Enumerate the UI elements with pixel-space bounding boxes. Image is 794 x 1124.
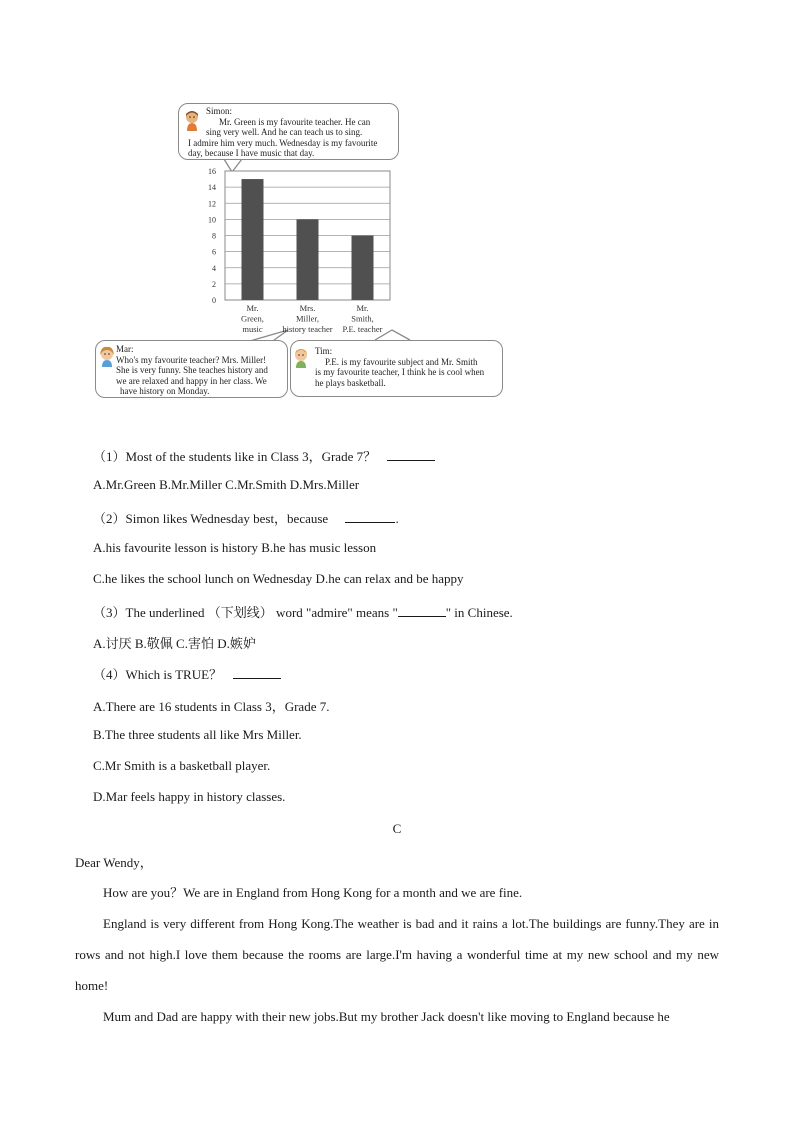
simon-line-3: I admire him very much. Wednesday is my favourite [188, 137, 378, 148]
mar-line-4: have history on Monday. [120, 386, 210, 397]
letter-paragraph-3-text: Mum and Dad are happy with their new jobs.But my brother Jack doesn't like moving to England because he [103, 1009, 670, 1024]
tim-avatar-icon [293, 347, 309, 369]
x-tick-label: Smith, [351, 313, 374, 324]
tim-bubble [290, 340, 503, 397]
letter-salutation: Dear Wendy， [75, 855, 153, 870]
simon-line-1: Mr. Green is my favourite teacher. He can [219, 116, 371, 127]
question-1 [93, 446, 435, 465]
simon-line-4: day, because I have music that day. [188, 148, 315, 159]
mar-bubble [95, 340, 288, 398]
question-1-text: （1）Most of the students like in Class 3，Grade 7？ [93, 449, 377, 464]
tim-name: Tim: [315, 346, 333, 356]
x-tick-label: history teacher [282, 324, 333, 334]
y-tick-label: 0 [212, 296, 216, 305]
question-3-options: A.讨厌 B.敬佩 C.害怕 D.嫉妒 [93, 636, 256, 651]
x-tick-label: Mr. [356, 303, 369, 313]
question-4-option-b: B.The three students all like Mrs Miller. [93, 727, 302, 742]
question-4 [93, 664, 281, 683]
x-tick-label: Green, [241, 313, 264, 324]
mar-avatar-icon [99, 346, 115, 368]
y-tick-label: 14 [208, 183, 216, 193]
letter-paragraph-1 [75, 877, 719, 908]
mar-name: Mar: [116, 344, 134, 354]
y-tick-label: 4 [212, 263, 216, 273]
simon-name: Simon: [206, 106, 233, 116]
question-3 [93, 602, 513, 621]
y-tick-label: 6 [212, 247, 216, 257]
bar [242, 179, 264, 300]
question-4-blank[interactable] [233, 666, 281, 679]
mar-line-1: Who's my favourite teacher? Mrs. Miller! [116, 354, 267, 365]
y-tick-label: 12 [208, 199, 216, 209]
question-2-blank[interactable] [345, 510, 395, 523]
x-tick-label: music [242, 324, 263, 334]
y-tick-label: 16 [208, 167, 216, 176]
x-tick-label: P.E. teacher [342, 324, 383, 334]
y-tick-label: 8 [212, 231, 216, 241]
question-3-text-a: （3）The underlined （下划线） word "admire" means " [93, 605, 398, 620]
x-tick-label: Mr. [246, 303, 259, 313]
mar-line-2: She is very funny. She teaches history and [116, 365, 268, 376]
question-4-option-a: A.There are 16 students in Class 3，Grade 7. [93, 699, 330, 714]
y-tick-label: 10 [208, 215, 216, 225]
letter-paragraph-1-text: How are you？We are in England from Hong Kong for a month and we are fine. [103, 885, 523, 900]
x-tick-label: Mrs. [299, 303, 316, 313]
tim-line-3: he plays basketball. [315, 377, 386, 388]
section-heading-c: C [392, 821, 402, 836]
simon-line-2: sing very well. And he can teach us to sing. [206, 127, 363, 138]
tim-line-2: is my favourite teacher, I think he is cool when [315, 367, 485, 378]
question-2-tail: . [395, 511, 399, 526]
chart-figure [0, 0, 794, 420]
letter-paragraph-2 [75, 908, 719, 1001]
question-2-options-2: C.he likes the school lunch on Wednesday D.he can relax and be happy [93, 571, 464, 586]
question-4-option-c: C.Mr Smith is a basketball player. [93, 758, 271, 773]
simon-bubble [178, 103, 399, 160]
question-4-option-d: D.Mar feels happy in history classes. [93, 789, 286, 804]
question-2-options-1: A.his favourite lesson is history B.he has music lesson [93, 540, 377, 555]
mar-line-3: we are relaxed and happy in her class. We [116, 375, 267, 386]
question-2-text: （2）Simon likes Wednesday best，because [93, 511, 329, 526]
y-tick-label: 2 [212, 279, 216, 289]
question-3-text-b: " in Chinese. [445, 605, 513, 620]
simon-avatar-icon [184, 110, 200, 132]
question-1-blank[interactable] [387, 448, 435, 461]
question-1-options: A.Mr.Green B.Mr.Miller C.Mr.Smith D.Mrs.Miller [93, 477, 360, 492]
x-tick-label: Miller, [295, 313, 320, 324]
question-2 [93, 508, 399, 527]
letter-paragraph-2-text: England is very different from Hong Kong.The weather is bad and it rains a lot.The buildings are funny.They are in rows and not high.I love them because the rooms are large.I'm having a wonderful time at my new school and my new home! [75, 916, 719, 993]
simon-bubble-tail [224, 159, 242, 172]
question-3-blank[interactable] [398, 604, 446, 617]
bar [297, 219, 319, 300]
letter-paragraph-3 [75, 1001, 719, 1032]
bar [352, 236, 374, 301]
tim-line-1: P.E. is my favourite subject and Mr. Smith [325, 356, 478, 367]
question-4-text: （4）Which is TRUE？ [93, 667, 223, 682]
